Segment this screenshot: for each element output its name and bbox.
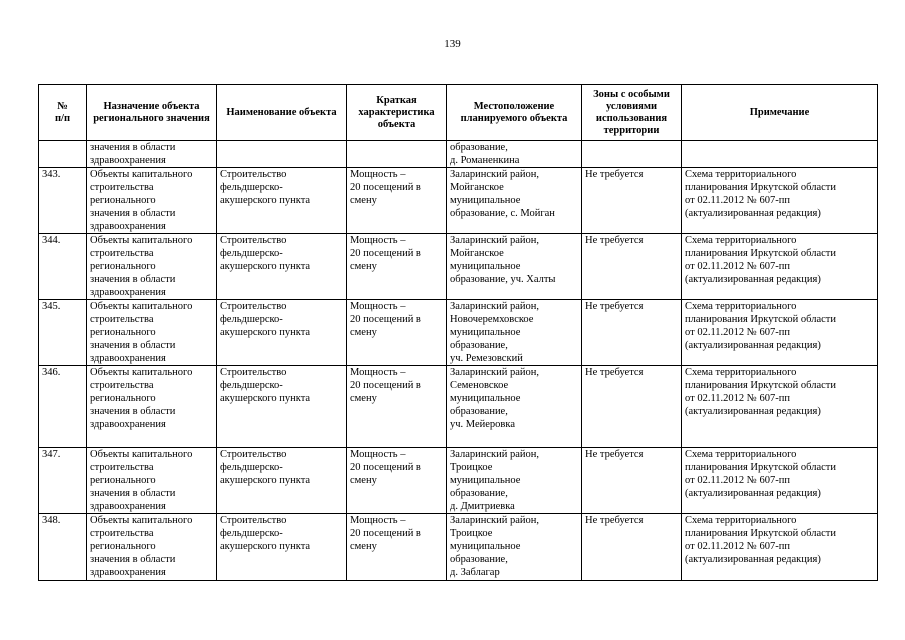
cell-zones: Не требуется [582,234,682,300]
cell-characteristic: Мощность – 20 посещений в смену [347,300,447,366]
cell-characteristic: Мощность – 20 посещений в смену [347,514,447,581]
cell-purpose: значения в области здравоохранения [87,141,217,168]
cell-characteristic: Мощность – 20 посещений в смену [347,366,447,448]
table-row [39,300,878,366]
cell-purpose: Объекты капитального строительства регионального значения в области здравоохранения [87,514,217,581]
cell-purpose: Объекты капитального строительства регионального значения в области здравоохранения [87,168,217,234]
cell-zones: Не требуется [582,366,682,448]
table-row [39,514,878,581]
cell-location: образование, д. Романенкина [447,141,582,168]
cell-name: Строительство фельдшерско- акушерского пункта [217,168,347,234]
cell-num: 343. [39,168,87,234]
cell-location: Заларинский район, Троицкое муниципальное образование, д. Заблагар [447,514,582,581]
table-row [39,234,878,300]
header-characteristic: Краткая характеристика объекта [347,85,447,141]
cell-characteristic: Мощность – 20 посещений в смену [347,168,447,234]
cell-note: Схема территориального планирования Иркутской области от 02.11.2012 № 607-пп (актуализированная редакция) [682,234,878,300]
header-zones: Зоны с особыми условиями использования территории [582,85,682,141]
table-row [39,448,878,514]
cell-characteristic: Мощность – 20 посещений в смену [347,448,447,514]
cell-num: 346. [39,366,87,448]
cell-location: Заларинский район, Мойганское муниципальное образование, с. Мойган [447,168,582,234]
cell-zones: Не требуется [582,514,682,581]
cell-zones: Не требуется [582,300,682,366]
cell-purpose: Объекты капитального строительства регионального значения в области здравоохранения [87,234,217,300]
cell-name: Строительство фельдшерско- акушерского пункта [217,514,347,581]
cell-location: Заларинский район, Новочеремховское муниципальное образование, уч. Ремезовский [447,300,582,366]
cell-note: Схема территориального планирования Иркутской области от 02.11.2012 № 607-пп (актуализированная редакция) [682,514,878,581]
cell-num: 348. [39,514,87,581]
cell-location: Заларинский район, Мойганское муниципальное образование, уч. Халты [447,234,582,300]
continuation-row [39,141,878,168]
cell-note: Схема территориального планирования Иркутской области от 02.11.2012 № 607-пп (актуализированная редакция) [682,168,878,234]
cell-name: Строительство фельдшерско- акушерского пункта [217,234,347,300]
header-num: № п/п [39,85,87,141]
cell-name: Строительство фельдшерско- акушерского пункта [217,366,347,448]
cell-note: Схема территориального планирования Иркутской области от 02.11.2012 № 607-пп (актуализированная редакция) [682,366,878,448]
cell-note [682,141,878,168]
cell-num: 345. [39,300,87,366]
cell-purpose: Объекты капитального строительства регионального значения в области здравоохранения [87,366,217,448]
cell-zones: Не требуется [582,168,682,234]
table-header-row [39,85,878,141]
header-note: Примечание [682,85,878,141]
cell-name [217,141,347,168]
cell-num [39,141,87,168]
cell-characteristic: Мощность – 20 посещений в смену [347,234,447,300]
header-name: Наименование объекта [217,85,347,141]
regional-objects-table [38,84,878,581]
cell-characteristic [347,141,447,168]
cell-num: 344. [39,234,87,300]
cell-purpose: Объекты капитального строительства регионального значения в области здравоохранения [87,300,217,366]
cell-num: 347. [39,448,87,514]
cell-name: Строительство фельдшерско- акушерского пункта [217,448,347,514]
cell-location: Заларинский район, Троицкое муниципальное образование, д. Дмитриевка [447,448,582,514]
cell-zones [582,141,682,168]
cell-note: Схема территориального планирования Иркутской области от 02.11.2012 № 607-пп (актуализированная редакция) [682,448,878,514]
cell-location: Заларинский район, Семеновское муниципальное образование, уч. Мейеровка [447,366,582,448]
cell-zones: Не требуется [582,448,682,514]
table-row [39,168,878,234]
table-row [39,366,878,448]
header-location: Местоположение планируемого объекта [447,85,582,141]
header-purpose: Назначение объекта регионального значения [87,85,217,141]
cell-purpose: Объекты капитального строительства регионального значения в области здравоохранения [87,448,217,514]
cell-name: Строительство фельдшерско- акушерского пункта [217,300,347,366]
cell-note: Схема территориального планирования Иркутской области от 02.11.2012 № 607-пп (актуализированная редакция) [682,300,878,366]
page-number: 139 [444,38,461,50]
